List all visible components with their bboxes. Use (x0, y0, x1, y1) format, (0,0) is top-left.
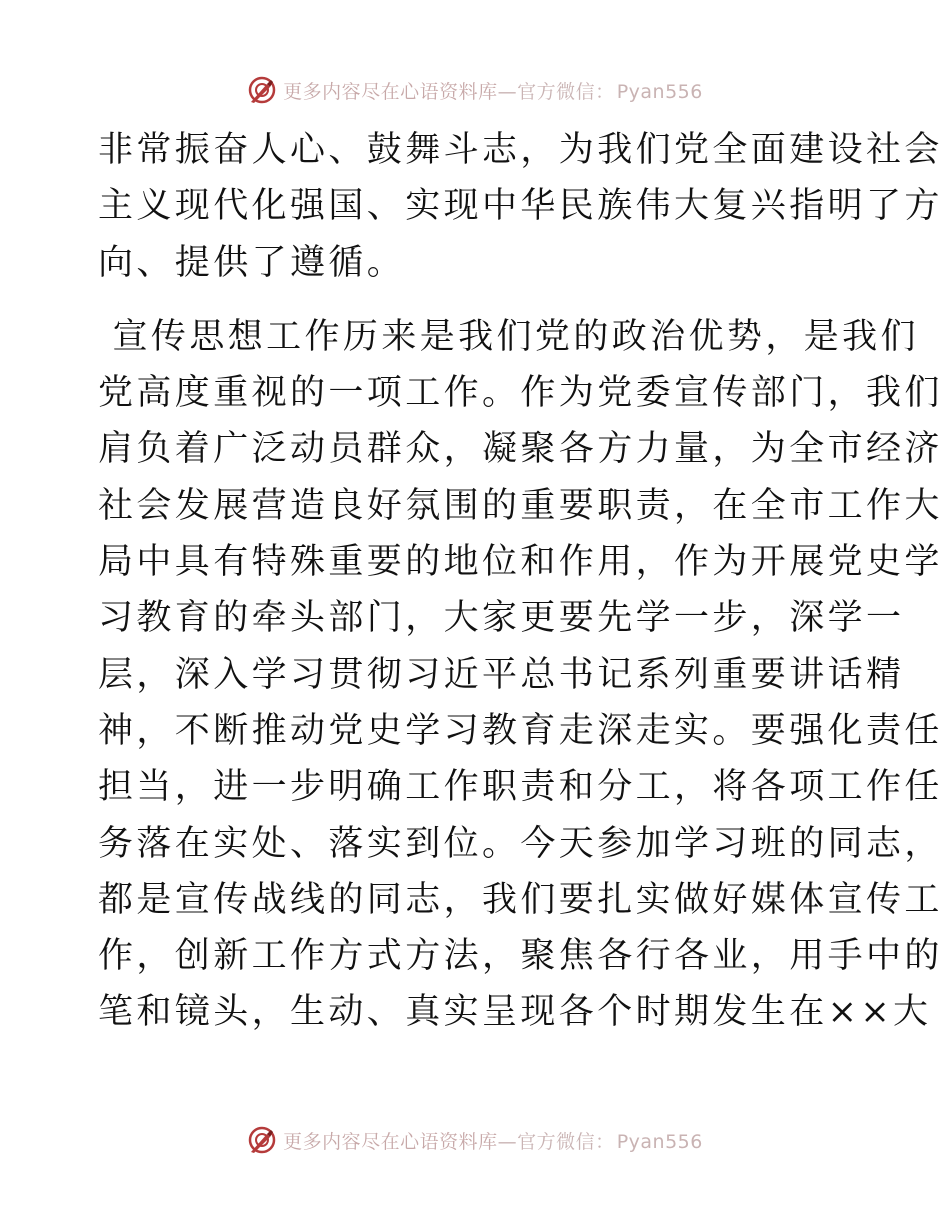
text-line: 务落在实处、落实到位。今天参加学习班的同志， (98, 823, 943, 864)
text-line: 神，不断推动党史学习教育走深走实。要强化责任 (98, 710, 943, 751)
paragraph-1 (98, 122, 943, 291)
pen-logo-icon (247, 1125, 277, 1155)
watermark-wechat-label: 官方微信： (517, 80, 615, 103)
pen-logo-icon (247, 75, 277, 105)
text-line: 宣传思想工作历来是我们党的政治优势，是我们 (98, 316, 919, 357)
text-line: 非常振奋人心、鼓舞斗志，为我们党全面建设社会 (98, 130, 943, 170)
text-line: 党高度重视的一项工作。作为党委宣传部门，我们 (98, 373, 943, 414)
header-watermark (0, 70, 950, 110)
watermark-wechat-id: Pyan556 (616, 1130, 703, 1153)
text-line: 主义现代化强国、实现中华民族伟大复兴指明了方 (98, 186, 943, 227)
text-line: 肩负着广泛动员群众，凝聚各方力量，为全市经济 (98, 429, 943, 470)
text-line: 担当，进一步明确工作职责和分工，将各项工作任 (98, 767, 943, 808)
document-body (98, 122, 943, 1041)
watermark-separator: — (497, 80, 518, 103)
text-line: 层，深入学习贯彻习近平总书记系列重要讲话精 (98, 654, 905, 695)
text-line: 向、提供了遵循。 (98, 242, 406, 283)
text-line: 都是宣传战线的同志，我们要扎实做好媒体宣传工 (98, 879, 943, 920)
footer-watermark (0, 1120, 950, 1160)
watermark-separator: — (497, 1130, 518, 1153)
text-line: 作，创新工作方式方法，聚焦各行各业，用手中的 (98, 936, 943, 977)
watermark-site-text: 更多内容尽在心语资料库 (283, 80, 498, 103)
paragraph-2 (98, 309, 943, 1041)
watermark-wechat-id: Pyan556 (616, 80, 703, 103)
text-line: 社会发展营造良好氛围的重要职责，在全市工作大 (98, 485, 943, 526)
watermark-wechat-label: 官方微信： (517, 1130, 615, 1153)
text-line: 笔和镜头，生动、真实呈现各个时期发生在××大 (98, 992, 932, 1033)
watermark-site-text: 更多内容尽在心语资料库 (283, 1130, 498, 1153)
text-line: 局中具有特殊重要的地位和作用，作为开展党史学 (98, 542, 943, 583)
text-line: 习教育的牵头部门，大家更要先学一步，深学一 (98, 598, 905, 639)
